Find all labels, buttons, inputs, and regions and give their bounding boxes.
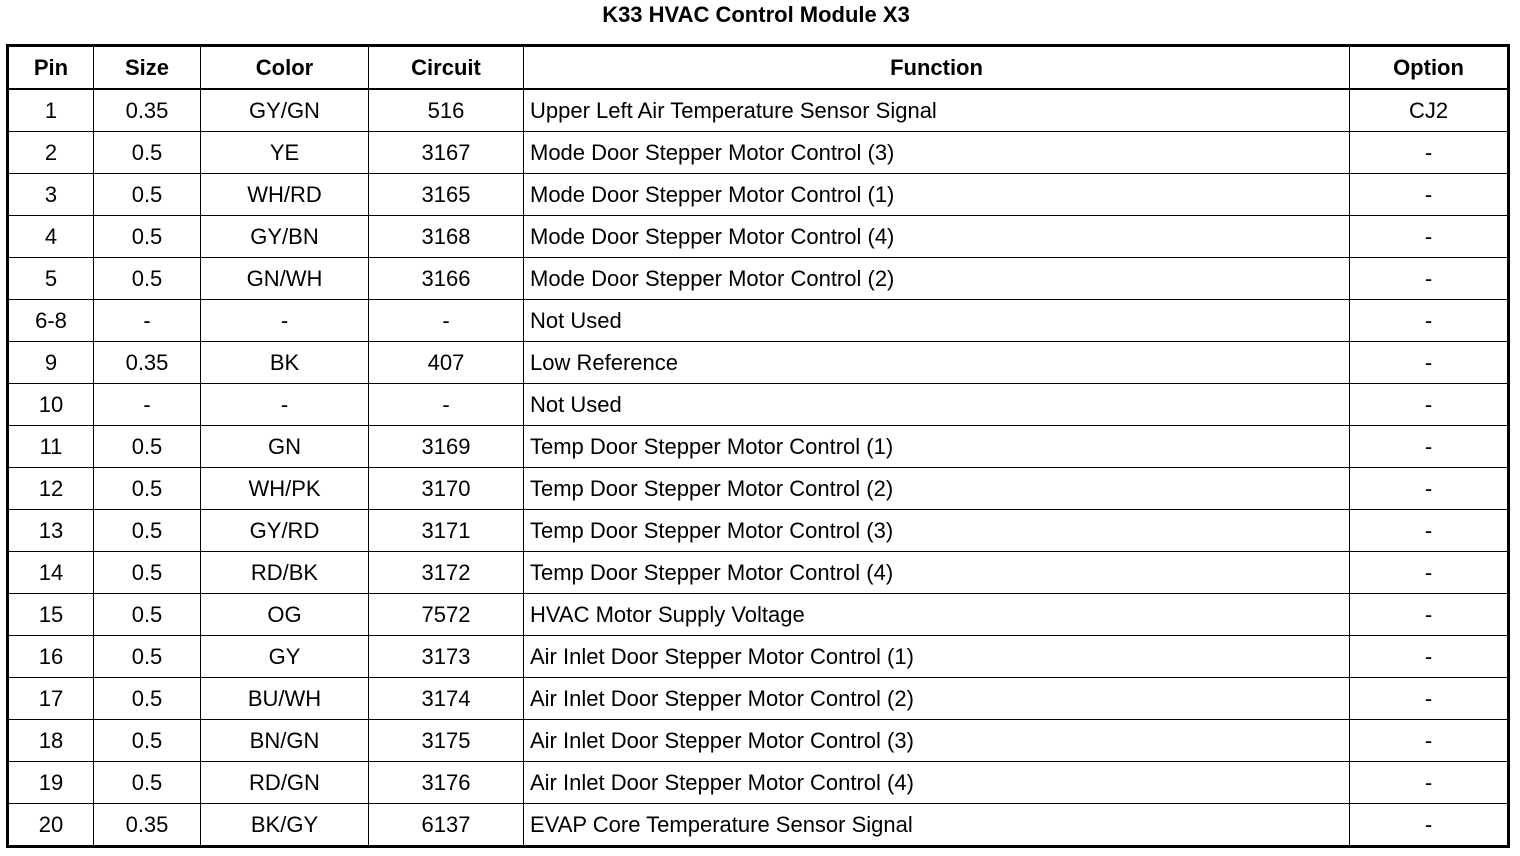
cell-circuit: 3169: [369, 426, 524, 468]
cell-pin: 16: [8, 636, 94, 678]
cell-size: 0.35: [94, 342, 201, 384]
cell-color: GY: [201, 636, 369, 678]
table-header-row: [8, 46, 1509, 90]
cell-function: HVAC Motor Supply Voltage: [524, 594, 1350, 636]
table-row: [8, 678, 1509, 720]
table-row: [8, 216, 1509, 258]
cell-color: RD/GN: [201, 762, 369, 804]
cell-function: Temp Door Stepper Motor Control (3): [524, 510, 1350, 552]
cell-pin: 19: [8, 762, 94, 804]
cell-circuit: 3170: [369, 468, 524, 510]
cell-function: Mode Door Stepper Motor Control (1): [524, 174, 1350, 216]
cell-circuit: 3172: [369, 552, 524, 594]
cell-pin: 10: [8, 384, 94, 426]
cell-function: Low Reference: [524, 342, 1350, 384]
cell-option: -: [1350, 762, 1509, 804]
cell-size: 0.5: [94, 678, 201, 720]
cell-option: -: [1350, 594, 1509, 636]
table-row: [8, 804, 1509, 847]
column-header-option: Option: [1350, 46, 1509, 90]
column-header-size: Size: [94, 46, 201, 90]
table-row: [8, 258, 1509, 300]
cell-circuit: 3175: [369, 720, 524, 762]
cell-pin: 4: [8, 216, 94, 258]
cell-pin: 20: [8, 804, 94, 847]
cell-size: 0.5: [94, 468, 201, 510]
cell-option: -: [1350, 384, 1509, 426]
table-row: [8, 468, 1509, 510]
cell-size: 0.5: [94, 720, 201, 762]
cell-color: GY/BN: [201, 216, 369, 258]
cell-size: 0.5: [94, 216, 201, 258]
cell-circuit: 7572: [369, 594, 524, 636]
table-row: [8, 510, 1509, 552]
cell-function: Not Used: [524, 300, 1350, 342]
cell-size: 0.35: [94, 89, 201, 132]
column-header-circuit: Circuit: [369, 46, 524, 90]
cell-color: -: [201, 384, 369, 426]
cell-color: GY/RD: [201, 510, 369, 552]
cell-circuit: 3168: [369, 216, 524, 258]
cell-color: BK: [201, 342, 369, 384]
connector-pin-table: [6, 44, 1510, 848]
cell-function: Temp Door Stepper Motor Control (2): [524, 468, 1350, 510]
cell-option: -: [1350, 300, 1509, 342]
cell-color: OG: [201, 594, 369, 636]
cell-size: 0.5: [94, 594, 201, 636]
cell-size: 0.5: [94, 762, 201, 804]
cell-option: -: [1350, 510, 1509, 552]
table-row: [8, 174, 1509, 216]
cell-size: 0.5: [94, 174, 201, 216]
cell-size: -: [94, 300, 201, 342]
cell-function: Temp Door Stepper Motor Control (4): [524, 552, 1350, 594]
cell-option: -: [1350, 342, 1509, 384]
cell-circuit: 3167: [369, 132, 524, 174]
table-row: [8, 89, 1509, 132]
table-row: [8, 384, 1509, 426]
cell-pin: 9: [8, 342, 94, 384]
cell-function: Not Used: [524, 384, 1350, 426]
cell-option: -: [1350, 426, 1509, 468]
cell-option: -: [1350, 720, 1509, 762]
table-body: [8, 89, 1509, 847]
cell-pin: 11: [8, 426, 94, 468]
cell-function: EVAP Core Temperature Sensor Signal: [524, 804, 1350, 847]
cell-function: Mode Door Stepper Motor Control (2): [524, 258, 1350, 300]
cell-pin: 6-8: [8, 300, 94, 342]
cell-circuit: 516: [369, 89, 524, 132]
cell-function: Air Inlet Door Stepper Motor Control (3): [524, 720, 1350, 762]
cell-size: 0.5: [94, 132, 201, 174]
cell-circuit: -: [369, 300, 524, 342]
cell-option: -: [1350, 678, 1509, 720]
cell-option: -: [1350, 132, 1509, 174]
cell-color: BK/GY: [201, 804, 369, 847]
cell-circuit: 3165: [369, 174, 524, 216]
cell-pin: 17: [8, 678, 94, 720]
table-row: [8, 426, 1509, 468]
table-row: [8, 762, 1509, 804]
cell-function: Temp Door Stepper Motor Control (1): [524, 426, 1350, 468]
cell-function: Mode Door Stepper Motor Control (3): [524, 132, 1350, 174]
cell-size: -: [94, 384, 201, 426]
cell-circuit: 6137: [369, 804, 524, 847]
cell-pin: 3: [8, 174, 94, 216]
cell-option: -: [1350, 552, 1509, 594]
cell-pin: 15: [8, 594, 94, 636]
cell-color: GN: [201, 426, 369, 468]
cell-function: Mode Door Stepper Motor Control (4): [524, 216, 1350, 258]
cell-circuit: -: [369, 384, 524, 426]
cell-pin: 12: [8, 468, 94, 510]
cell-pin: 14: [8, 552, 94, 594]
cell-option: CJ2: [1350, 89, 1509, 132]
column-header-color: Color: [201, 46, 369, 90]
cell-circuit: 407: [369, 342, 524, 384]
cell-color: BN/GN: [201, 720, 369, 762]
cell-size: 0.5: [94, 258, 201, 300]
cell-function: Air Inlet Door Stepper Motor Control (4): [524, 762, 1350, 804]
table-row: [8, 594, 1509, 636]
table-row: [8, 552, 1509, 594]
cell-color: YE: [201, 132, 369, 174]
cell-size: 0.5: [94, 636, 201, 678]
cell-pin: 13: [8, 510, 94, 552]
cell-size: 0.35: [94, 804, 201, 847]
cell-circuit: 3171: [369, 510, 524, 552]
cell-color: GY/GN: [201, 89, 369, 132]
page-title: K33 HVAC Control Module X3: [602, 2, 910, 27]
cell-circuit: 3166: [369, 258, 524, 300]
table-row: [8, 342, 1509, 384]
cell-circuit: 3174: [369, 678, 524, 720]
cell-function: Upper Left Air Temperature Sensor Signal: [524, 89, 1350, 132]
cell-pin: 18: [8, 720, 94, 762]
cell-pin: 1: [8, 89, 94, 132]
cell-color: GN/WH: [201, 258, 369, 300]
cell-function: Air Inlet Door Stepper Motor Control (1): [524, 636, 1350, 678]
cell-option: -: [1350, 804, 1509, 847]
table-row: [8, 720, 1509, 762]
cell-color: BU/WH: [201, 678, 369, 720]
cell-function: Air Inlet Door Stepper Motor Control (2): [524, 678, 1350, 720]
cell-color: WH/RD: [201, 174, 369, 216]
cell-circuit: 3176: [369, 762, 524, 804]
table-row: [8, 636, 1509, 678]
cell-size: 0.5: [94, 510, 201, 552]
cell-option: -: [1350, 468, 1509, 510]
cell-option: -: [1350, 174, 1509, 216]
cell-option: -: [1350, 258, 1509, 300]
cell-color: WH/PK: [201, 468, 369, 510]
column-header-pin: Pin: [8, 46, 94, 90]
cell-option: -: [1350, 636, 1509, 678]
cell-option: -: [1350, 216, 1509, 258]
table-row: [8, 132, 1509, 174]
column-header-function: Function: [524, 46, 1350, 90]
cell-size: 0.5: [94, 426, 201, 468]
cell-circuit: 3173: [369, 636, 524, 678]
table-row: [8, 300, 1509, 342]
cell-color: -: [201, 300, 369, 342]
cell-pin: 2: [8, 132, 94, 174]
cell-color: RD/BK: [201, 552, 369, 594]
cell-pin: 5: [8, 258, 94, 300]
cell-size: 0.5: [94, 552, 201, 594]
